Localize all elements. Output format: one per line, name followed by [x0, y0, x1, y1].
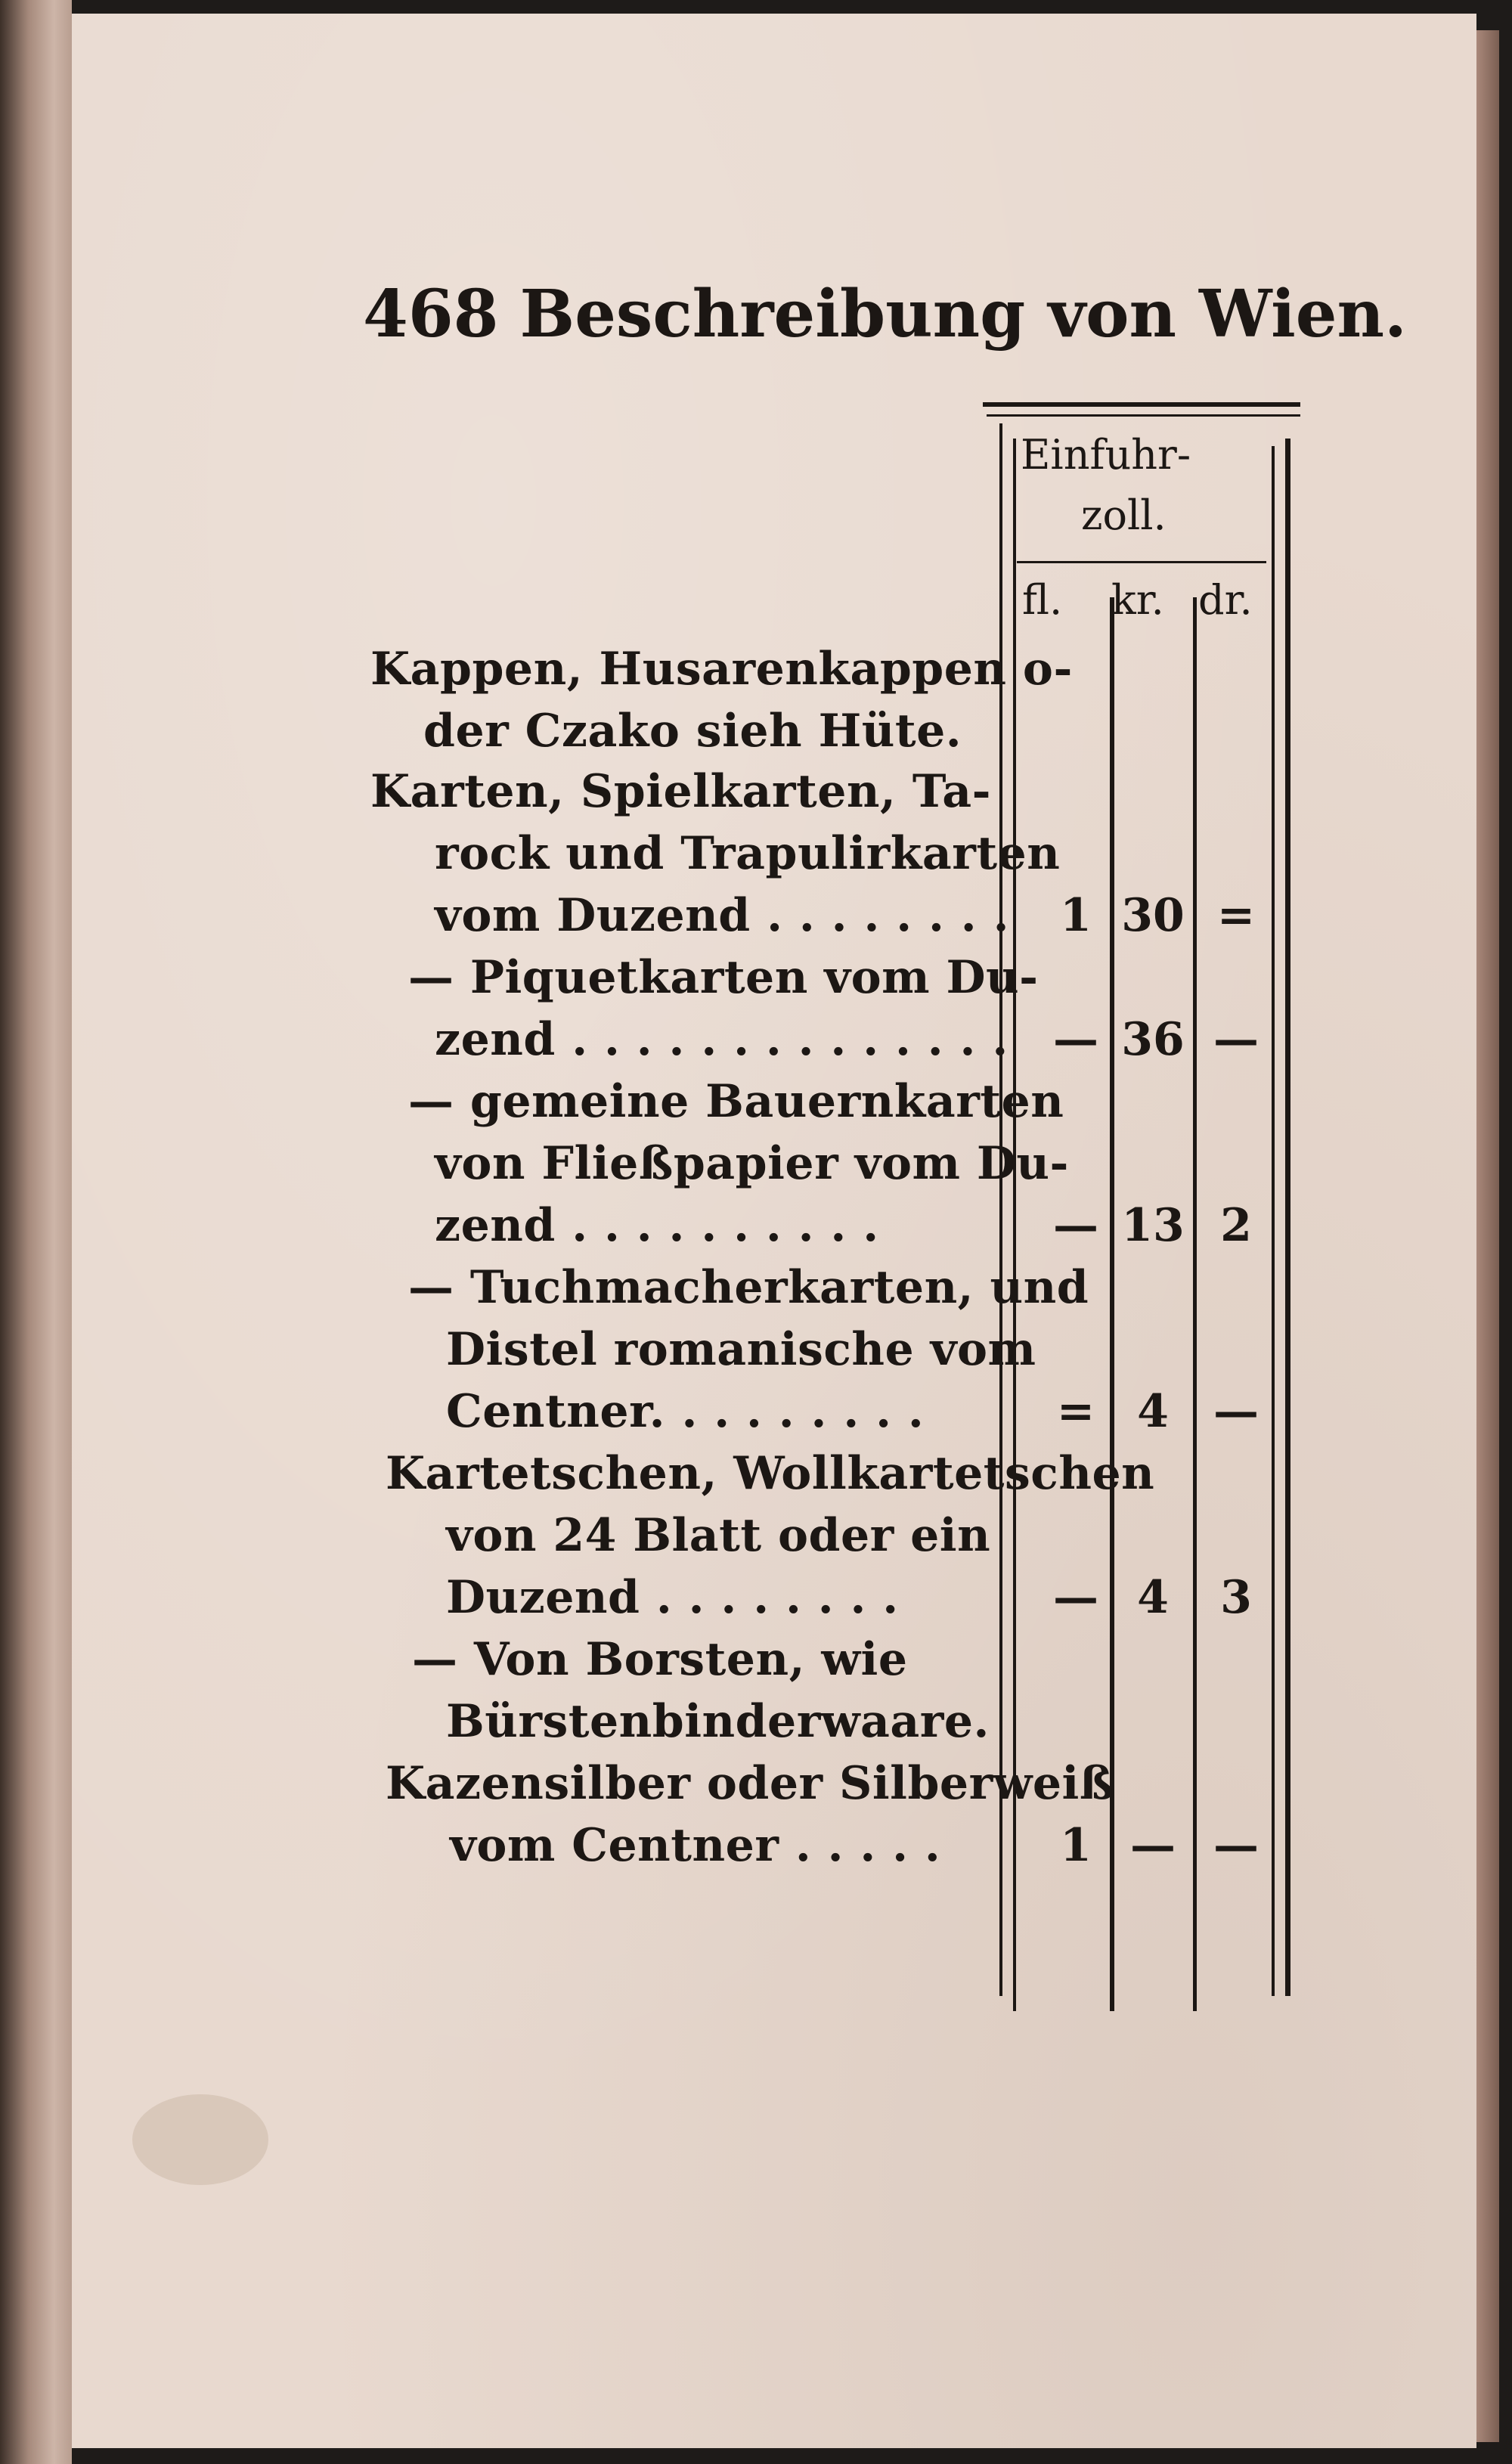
page-number: 468	[363, 276, 499, 352]
value-kr: —	[1130, 1819, 1176, 1872]
text-line: vom Centner . . . . .	[450, 1819, 941, 1872]
value-dr: —	[1213, 1385, 1259, 1438]
running-header	[363, 276, 1407, 359]
value-fl: =	[1056, 1385, 1095, 1438]
col-header-dr: dr.	[1198, 576, 1253, 624]
value-dr: 3	[1220, 1571, 1252, 1624]
text-line: Duzend . . . . . . . .	[446, 1571, 899, 1624]
text-line: der Czako sieh Hüte.	[423, 705, 962, 758]
value-kr: 13	[1121, 1199, 1185, 1252]
text-line: Kappen, Husarenkappen o-	[370, 643, 1073, 696]
text-line: — gemeine Bauernkarten	[408, 1075, 1064, 1128]
text-line: Kartetschen, Wollkartetschen	[386, 1447, 1155, 1500]
value-kr: 4	[1137, 1385, 1169, 1438]
text-line: Kazensilber oder Silberweiß	[386, 1757, 1114, 1810]
col-group-label-2: zoll.	[1081, 491, 1167, 539]
text-line: zend . . . . . . . . . .	[435, 1199, 879, 1252]
value-fl: —	[1053, 1013, 1098, 1066]
value-kr: 4	[1137, 1571, 1169, 1624]
col-group-label-1: Einfuhr-	[1021, 431, 1191, 479]
col-header-kr: kr.	[1111, 576, 1164, 624]
text-line: — Von Borsten, wie	[412, 1633, 908, 1686]
value-kr: 36	[1121, 1013, 1185, 1066]
table-right-rule	[1285, 439, 1290, 1996]
text-line: — Tuchmacherkarten, und	[408, 1261, 1089, 1314]
col-rule-kr-dr	[1193, 597, 1197, 2011]
text-line: Distel romanische vom	[446, 1323, 1036, 1376]
table-top-rule-thin	[987, 414, 1300, 417]
table-right-rule-inner	[1272, 446, 1275, 1996]
table-top-rule	[983, 402, 1300, 407]
value-dr: =	[1216, 889, 1256, 942]
text-line: vom Duzend . . . . . . . .	[435, 889, 1009, 942]
text-line: von 24 Blatt oder ein	[446, 1509, 991, 1562]
text-line: rock und Trapulirkarten	[435, 827, 1061, 880]
value-fl: 1	[1060, 889, 1092, 942]
paper-stain	[132, 2094, 268, 2185]
text-line: zend . . . . . . . . . . . . . .	[435, 1013, 1009, 1066]
header-separator	[1017, 561, 1266, 563]
page-edge-left	[0, 0, 72, 2464]
text-line: von Fließpapier vom Du-	[435, 1137, 1069, 1190]
text-line: Karten, Spielkarten, Ta-	[370, 765, 992, 818]
value-dr: —	[1213, 1819, 1259, 1872]
header-title: Beschreibung von Wien.	[519, 276, 1407, 352]
text-line: Bürstenbinderwaare.	[446, 1695, 990, 1748]
text-line: Centner. . . . . . . . .	[446, 1385, 925, 1438]
value-kr: 30	[1121, 889, 1185, 942]
col-header-fl: fl.	[1022, 576, 1063, 624]
value-dr: —	[1213, 1013, 1259, 1066]
page-edge-right	[1476, 30, 1499, 2442]
text-line: — Piquetkarten vom Du-	[408, 951, 1039, 1004]
value-fl: 1	[1060, 1819, 1092, 1872]
value-dr: 2	[1220, 1199, 1252, 1252]
value-fl: —	[1053, 1199, 1098, 1252]
value-fl: —	[1053, 1571, 1098, 1624]
